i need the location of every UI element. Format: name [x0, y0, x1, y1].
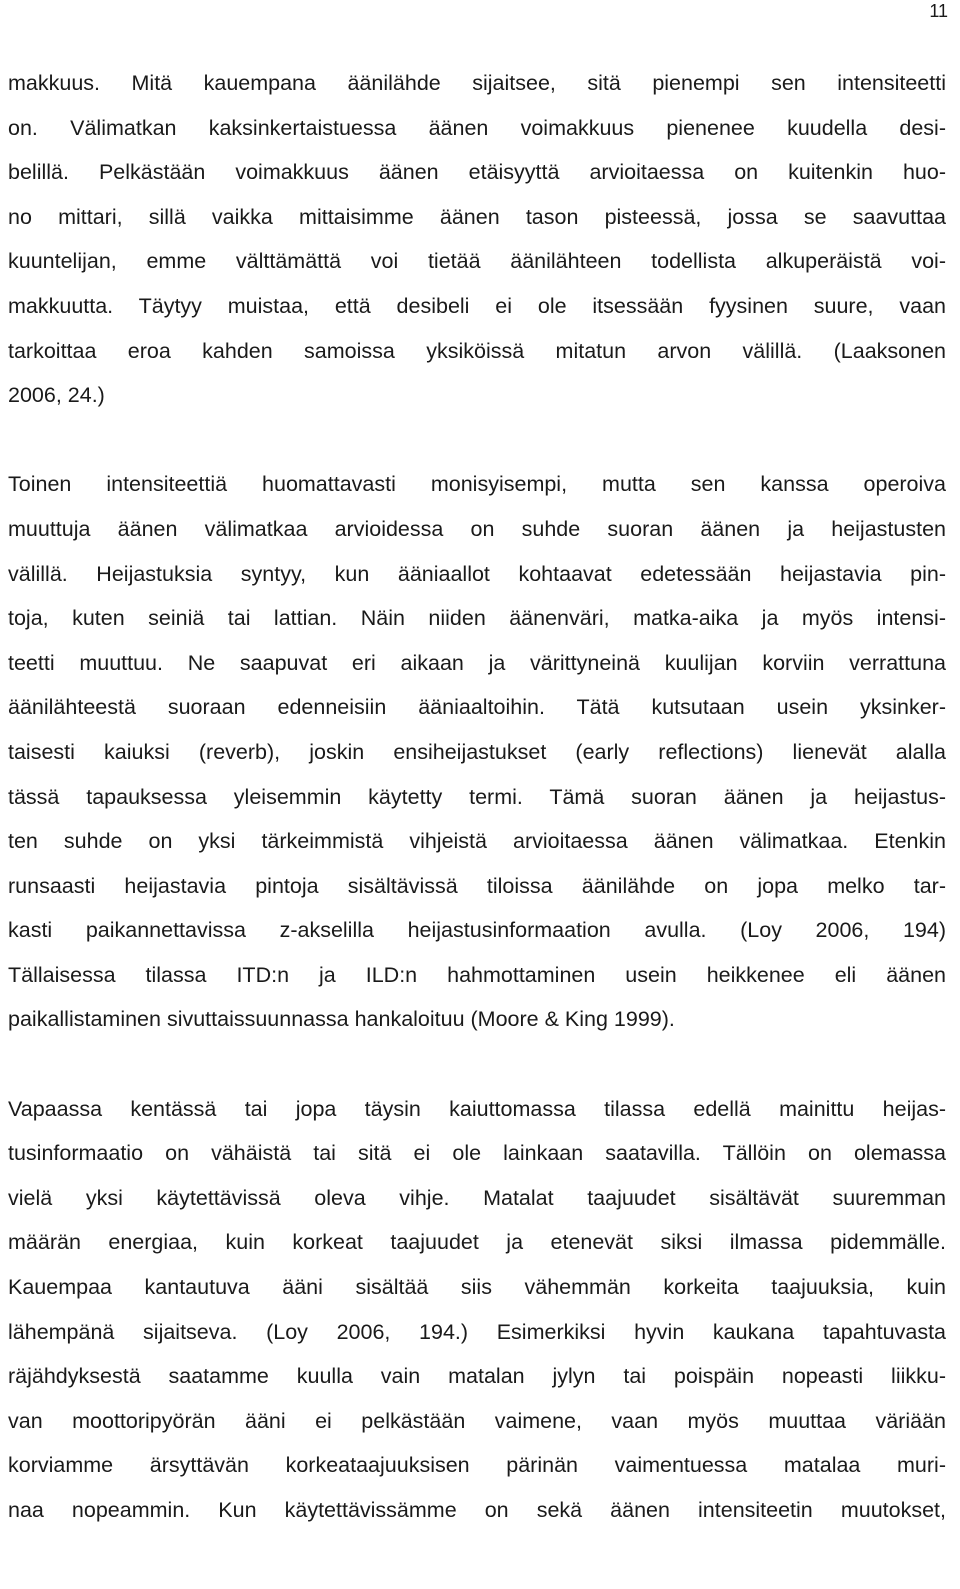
text-line: runsaasti heijastavia pintoja sisältävissä tiloissa äänilähde on jopa melko tar-	[8, 873, 946, 898]
paragraph-spacer	[8, 1042, 946, 1087]
text-line: tusinformaatio on vähäistä tai sitä ei ole lainkaan saatavilla. Tällöin on olemassa	[8, 1141, 946, 1166]
paragraph-1	[8, 61, 946, 418]
text-line: on. Välimatkan kaksinkertaistuessa äänen voimakkuus pienenee kuudella desi-	[8, 115, 946, 140]
text-line: makkuus. Mitä kauempana äänilähde sijaitsee, sitä pienempi sen intensiteetti	[8, 71, 946, 95]
paragraph-2	[8, 462, 946, 1042]
text-line: välillä. Heijastuksia syntyy, kun ääniaallot kohtaavat edetessään heijastavia pin-	[8, 561, 946, 586]
text-line: korviamme ärsyttävän korkeataajuuksisen pärinän vaimentuessa matalaa muri-	[8, 1453, 946, 1478]
text-line: van moottoripyörän ääni ei pelkästään vaimene, vaan myös muuttaa väriään	[8, 1408, 946, 1433]
document-body	[8, 61, 946, 1533]
text-line: äänilähteestä suoraan edenneisiin ääniaaltoihin. Tätä kutsutaan usein yksinker-	[8, 695, 946, 720]
paragraph-3	[8, 1087, 946, 1533]
paragraph-spacer	[8, 418, 946, 463]
text-line: tarkoittaa eroa kahden samoissa yksiköissä mitatun arvon välillä. (Laaksonen	[8, 338, 946, 363]
text-line: naa nopeammin. Kun käytettävissämme on sekä äänen intensiteetin muutokset,	[8, 1498, 946, 1522]
text-line: Tällaisessa tilassa ITD:n ja ILD:n hahmottaminen usein heikkenee eli äänen	[8, 962, 946, 987]
text-line: lähempänä sijaitseva. (Loy 2006, 194.) Esimerkiksi hyvin kaukana tapahtuvasta	[8, 1319, 946, 1344]
text-line: belillä. Pelkästään voimakkuus äänen etäisyyttä arvioitaessa on kuitenkin huo-	[8, 160, 946, 185]
text-line: 2006, 24.)	[8, 383, 105, 408]
text-line: tässä tapauksessa yleisemmin käytetty termi. Tämä suoran äänen ja heijastus-	[8, 784, 946, 809]
text-line: Toinen intensiteettiä huomattavasti monisyisempi, mutta sen kanssa operoiva	[8, 472, 946, 497]
text-line: ten suhde on yksi tärkeimmistä vihjeistä arvioitaessa äänen välimatkaa. Etenkin	[8, 829, 946, 854]
text-line: no mittari, sillä vaikka mittaisimme äänen tason pisteessä, jossa se saavuttaa	[8, 204, 946, 229]
text-line: teetti muuttuu. Ne saapuvat eri aikaan ja värittyneinä kuulijan korviin verrattuna	[8, 650, 946, 675]
text-line: muuttuja äänen välimatkaa arvioidessa on suhde suoran äänen ja heijastusten	[8, 516, 946, 541]
text-line: kasti paikannettavissa z-akselilla heijastusinformaation avulla. (Loy 2006, 194)	[8, 918, 946, 943]
text-line: makkuutta. Täytyy muistaa, että desibeli ei ole itsessään fyysinen suure, vaan	[8, 293, 946, 318]
text-line: Vapaassa kentässä tai jopa täysin kaiuttomassa tilassa edellä mainittu heijas-	[8, 1096, 946, 1121]
text-line: taisesti kaiuksi (reverb), joskin ensiheijastukset (early reflections) lienevät alalla	[8, 739, 946, 764]
text-line: määrän energiaa, kuin korkeat taajuudet ja etenevät siksi ilmassa pidemmälle.	[8, 1230, 946, 1255]
text-line: vielä yksi käytettävissä oleva vihje. Matalat taajuudet sisältävät suuremman	[8, 1185, 946, 1210]
text-line: räjähdyksestä saatamme kuulla vain matalan jylyn tai poispäin nopeasti liikku-	[8, 1364, 946, 1389]
text-line: Kauempaa kantautuva ääni sisältää siis vähemmän korkeita taajuuksia, kuin	[8, 1275, 946, 1300]
text-line: paikallistaminen sivuttaissuunnassa hankaloituu (Moore & King 1999).	[8, 1007, 675, 1032]
text-line: kuuntelijan, emme välttämättä voi tietää äänilähteen todellista alkuperäistä voi-	[8, 249, 946, 274]
text-line: toja, kuten seiniä tai lattian. Näin niiden äänenväri, matka-aika ja myös intensi-	[8, 606, 946, 631]
page-number: 11	[929, 1, 948, 21]
